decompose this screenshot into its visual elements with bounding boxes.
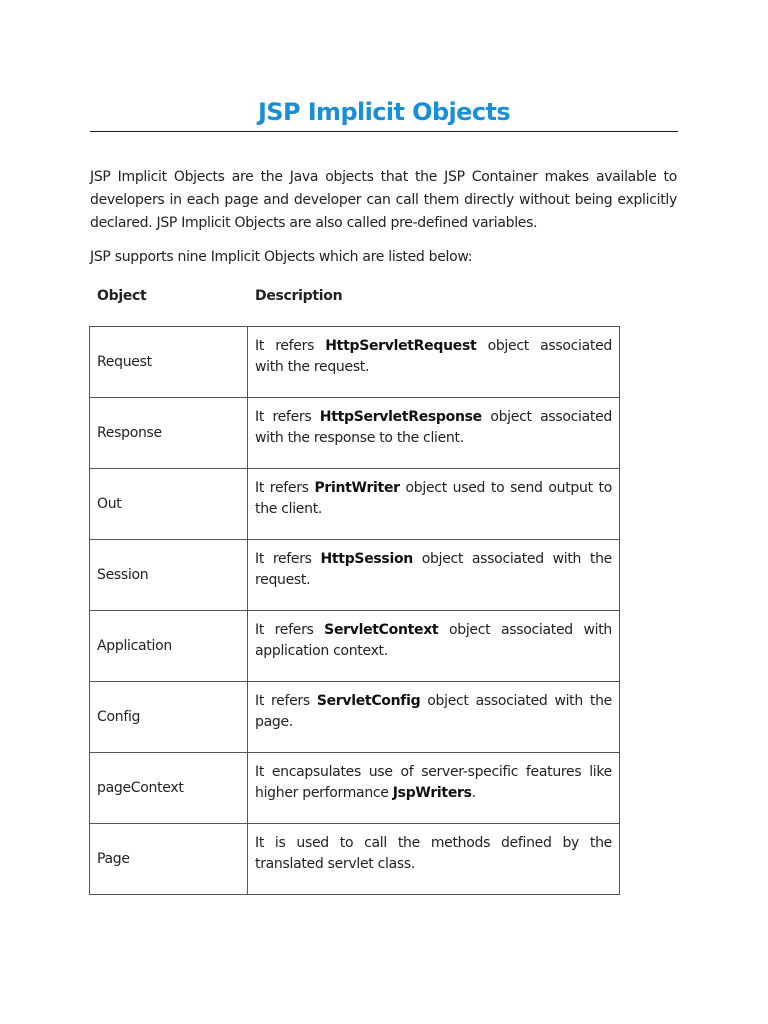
description-text xyxy=(255,336,612,378)
description-text xyxy=(255,691,612,733)
table-row xyxy=(90,824,620,895)
class-name: HttpSession xyxy=(320,551,413,567)
description-suffix: object used to send output to the client. xyxy=(255,480,612,517)
description-text xyxy=(255,478,612,520)
class-name: PrintWriter xyxy=(314,480,400,496)
description-text xyxy=(255,549,612,591)
header-object: Object xyxy=(97,288,147,304)
object-name-cell: Page xyxy=(90,824,248,895)
class-name: ServletContext xyxy=(324,622,439,638)
table-row xyxy=(90,611,620,682)
object-description-cell xyxy=(248,540,620,611)
description-suffix: object associated with application context. xyxy=(255,622,612,659)
description-prefix: It encapsulates use of server-specific features like higher performance xyxy=(255,764,612,801)
page-title: JSP Implicit Objects xyxy=(257,98,511,126)
object-description-cell xyxy=(248,824,620,895)
object-description-cell xyxy=(248,469,620,540)
object-description-cell xyxy=(248,327,620,398)
intro-paragraph: JSP Implicit Objects are the Java objects that the JSP Container makes available to developers in each page and developer can call them directly without being explicitly declared. JSP Implicit Objects are also called pre-defined variables. xyxy=(90,169,677,231)
object-name-cell: pageContext xyxy=(90,753,248,824)
header-description: Description xyxy=(255,288,343,304)
description-prefix: It refers xyxy=(255,409,320,425)
description-suffix: object associated with the request. xyxy=(255,338,612,375)
object-name-cell: Application xyxy=(90,611,248,682)
description-prefix: It refers xyxy=(255,622,325,638)
object-description-cell xyxy=(248,398,620,469)
description-text xyxy=(255,407,612,449)
object-name-cell: Config xyxy=(90,682,248,753)
description-prefix: It is used to call the methods defined by the translated servlet class. xyxy=(255,835,612,872)
table-row xyxy=(90,753,620,824)
object-description-cell xyxy=(248,682,620,753)
table-row xyxy=(90,398,620,469)
table-row xyxy=(90,540,620,611)
object-name-cell: Session xyxy=(90,540,248,611)
description-suffix: object associated with the response to the client. xyxy=(255,409,612,446)
description-prefix: It refers xyxy=(255,551,321,567)
description-suffix: . xyxy=(471,785,476,801)
description-suffix: object associated with the request. xyxy=(255,551,612,588)
description-prefix: It refers xyxy=(255,693,317,709)
description-prefix: It refers xyxy=(255,338,326,354)
title-underline xyxy=(90,131,678,132)
description-prefix: It refers xyxy=(255,480,315,496)
implicit-objects-table xyxy=(89,326,620,895)
description-text xyxy=(255,620,612,662)
description-suffix: object associated with the page. xyxy=(255,693,612,730)
table-row xyxy=(90,682,620,753)
object-name-cell: Response xyxy=(90,398,248,469)
class-name: JspWriters xyxy=(392,785,472,801)
object-description-cell xyxy=(248,753,620,824)
object-name-cell: Out xyxy=(90,469,248,540)
table-row xyxy=(90,469,620,540)
object-name-cell: Request xyxy=(90,327,248,398)
description-text xyxy=(255,833,612,875)
class-name: HttpServletRequest xyxy=(325,338,477,354)
table-row xyxy=(90,327,620,398)
list-intro-paragraph: JSP supports nine Implicit Objects which are listed below: xyxy=(90,249,473,265)
class-name: HttpServletResponse xyxy=(319,409,482,425)
description-text xyxy=(255,762,612,804)
class-name: ServletConfig xyxy=(316,693,421,709)
object-description-cell xyxy=(248,611,620,682)
